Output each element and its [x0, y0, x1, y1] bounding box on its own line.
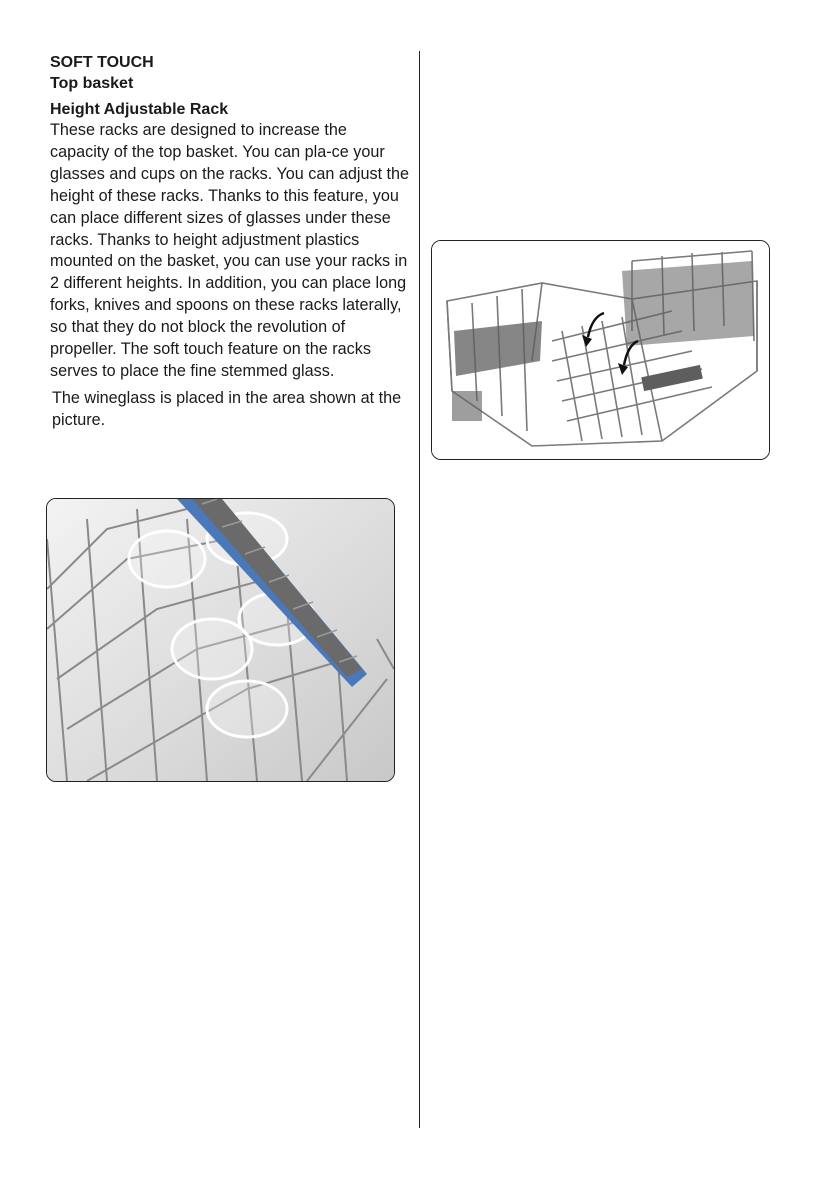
left-column [50, 52, 410, 432]
rack-note-text: The wineglass is placed in the area shown at the picture. [52, 388, 402, 429]
top-basket-diagram-icon [432, 241, 769, 459]
rack-body-text: These racks are designed to increase the capacity of the top basket. You can pla-ce your glasses and cups on the racks. You can adjust the height of these racks. Thanks to this feature, you can place different sizes of glasses under these racks. Thanks to height adjustment plastics mounted on the basket, you can use your racks in 2 different heights. In addition, you can place long forks, knives and spoons on these racks laterally, so that they do not block the revolution of propeller. The soft touch feature on the racks serves to place the fine stemmed glass. [50, 121, 410, 380]
rack-heading: Height Adjustable Rack [50, 101, 229, 118]
section-subtitle: Top basket [50, 75, 134, 92]
column-divider [419, 51, 420, 1128]
wineglass-rack-photo-icon [47, 499, 394, 781]
top-basket-diagram [431, 240, 770, 460]
section-title: SOFT TOUCH [50, 54, 154, 71]
wineglass-rack-photo [46, 498, 395, 782]
